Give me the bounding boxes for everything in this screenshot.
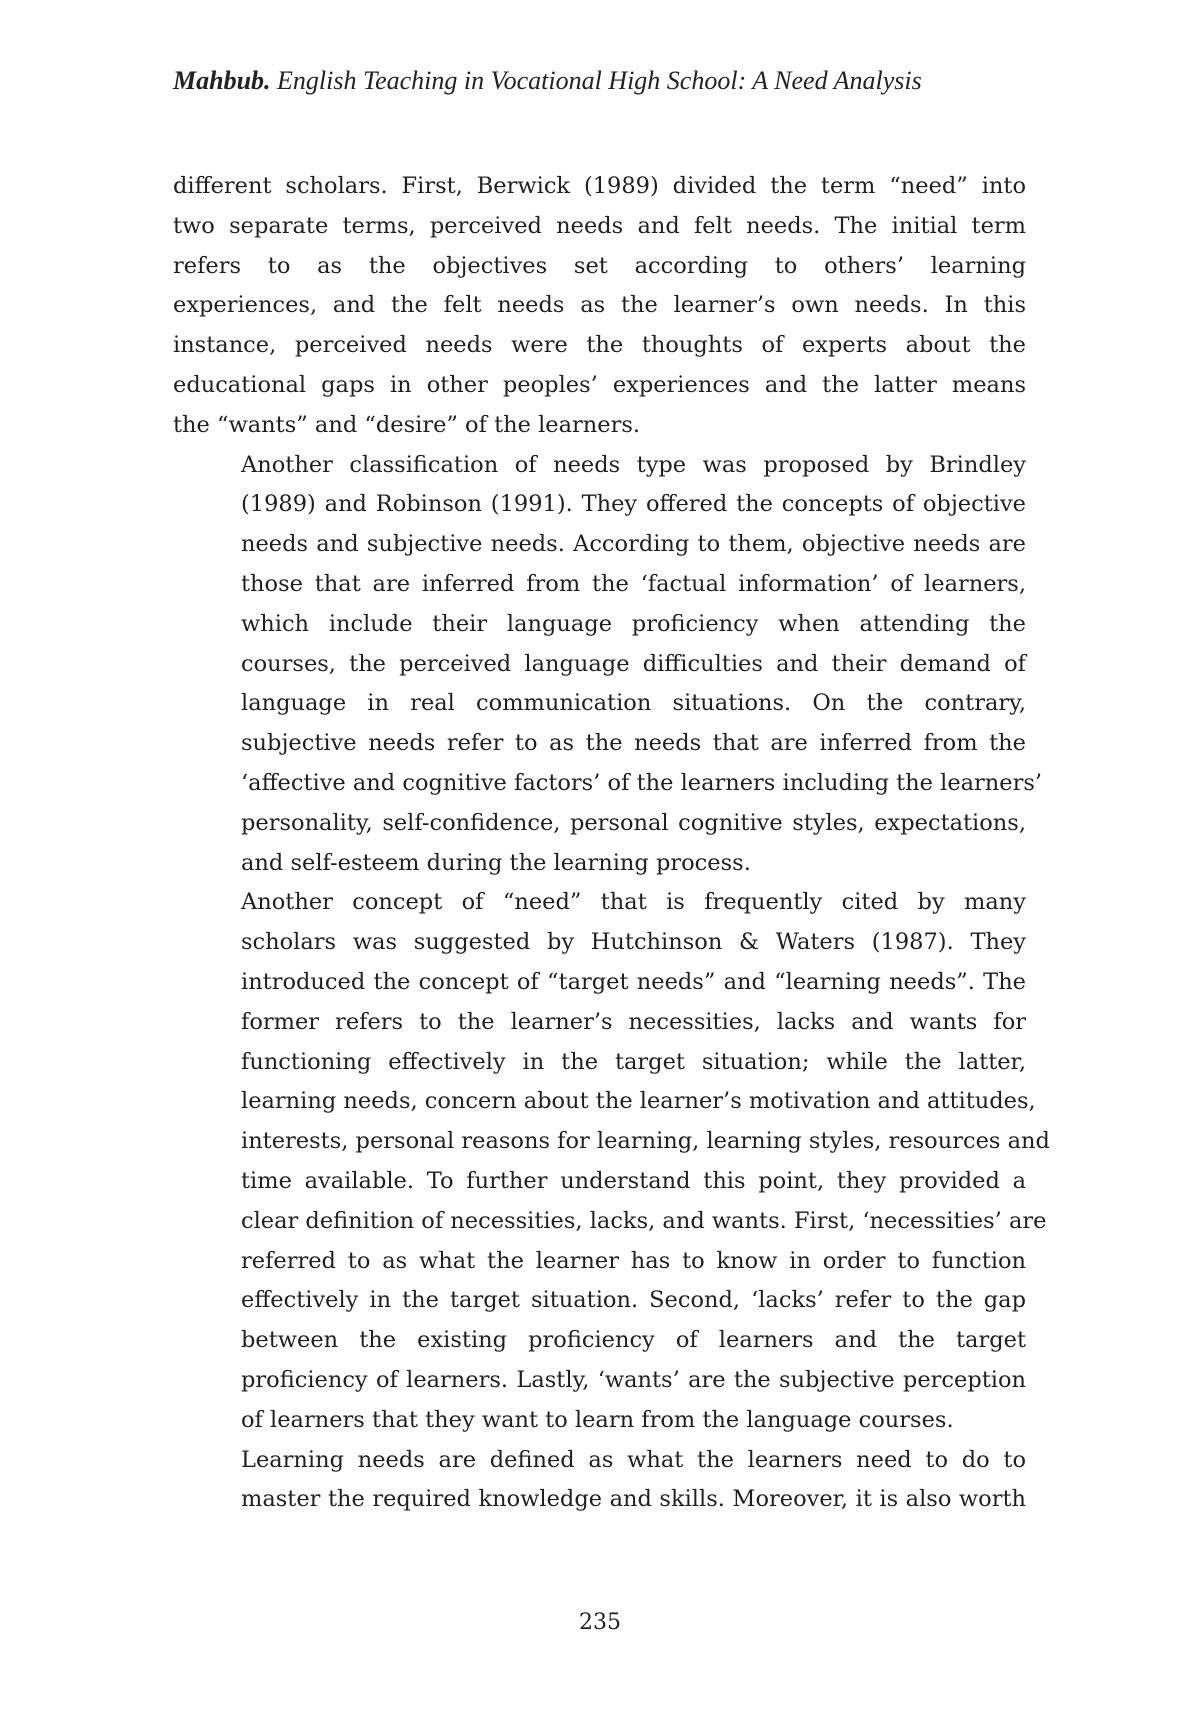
paragraph-4 xyxy=(173,1441,1026,1521)
text-line: which include their language proficiency when attending the xyxy=(241,610,1026,637)
text-line: clear definition of necessities, lacks, and wants. First, ‘necessities’ are xyxy=(241,1207,1047,1234)
text-line: Another concept of “need” that is frequently cited by many xyxy=(241,889,1026,916)
text-line: language in real communication situations. On the contrary, xyxy=(241,690,1026,717)
text-line: Learning needs are defined as what the learners need to do to xyxy=(241,1446,1026,1473)
text-line: proficiency of learners. Lastly, ‘wants’ are the subjective perception xyxy=(241,1366,1026,1393)
text-line: the “wants” and “desire” of the learners. xyxy=(173,411,641,438)
text-line: referred to as what the learner has to know in order to function xyxy=(241,1247,1026,1274)
text-line: refers to as the objectives set according to others’ learning xyxy=(173,252,1026,279)
header-title: English Teaching in Vocational High School: A Need Analysis xyxy=(277,66,922,95)
paragraph-1 xyxy=(173,167,1026,446)
paragraph-3 xyxy=(173,883,1050,1440)
page-number: 235 xyxy=(579,1610,621,1635)
text-line: instance, perceived needs were the thoughts of experts about the xyxy=(173,332,1026,359)
text-line: courses, the perceived language difficulties and their demand of xyxy=(241,650,1026,677)
text-line: master the required knowledge and skills. Moreover, it is also worth xyxy=(241,1486,1026,1513)
body-text xyxy=(173,167,1050,1520)
text-line: Another classification of needs type was proposed by Brindley xyxy=(241,451,1026,478)
text-line: personality, self-confidence, personal cognitive styles, expectations, xyxy=(241,809,1026,836)
text-line: ‘affective and cognitive factors’ of the learners including the learners’ xyxy=(241,769,1043,796)
text-line: time available. To further understand this point, they provided a xyxy=(241,1167,1026,1194)
text-line: former refers to the learner’s necessities, lacks and wants for xyxy=(241,1008,1026,1035)
text-line: functioning effectively in the target situation; while the latter, xyxy=(241,1048,1026,1075)
running-header xyxy=(173,64,1033,98)
text-line: scholars was suggested by Hutchinson & Waters (1987). They xyxy=(241,929,1026,956)
text-line: of learners that they want to learn from the language courses. xyxy=(241,1406,954,1433)
paragraph-2 xyxy=(173,446,1043,884)
text-line: educational gaps in other peoples’ experiences and the latter means xyxy=(173,371,1026,398)
text-line: learning needs, concern about the learner’s motivation and attitudes, xyxy=(241,1088,1036,1115)
text-line: experiences, and the felt needs as the learner’s own needs. In this xyxy=(173,292,1026,319)
text-line: effectively in the target situation. Second, ‘lacks’ refer to the gap xyxy=(241,1287,1026,1314)
text-line: interests, personal reasons for learning, learning styles, resources and xyxy=(241,1128,1050,1155)
text-line: (1989) and Robinson (1991). They offered the concepts of objective xyxy=(241,491,1026,518)
text-line: different scholars. First, Berwick (1989) divided the term “need” into xyxy=(173,173,1026,199)
text-line: needs and subjective needs. According to them, objective needs are xyxy=(241,531,1026,558)
text-line: and self-esteem during the learning process. xyxy=(241,849,751,876)
text-line: two separate terms, perceived needs and felt needs. The initial term xyxy=(173,212,1026,239)
header-author: Mahbub. xyxy=(173,66,271,95)
text-line: introduced the concept of “target needs” and “learning needs”. The xyxy=(241,968,1026,995)
text-line: between the existing proficiency of learners and the target xyxy=(241,1327,1026,1354)
text-line: those that are inferred from the ‘factual information’ of learners, xyxy=(241,570,1026,597)
text-line: subjective needs refer to as the needs that are inferred from the xyxy=(241,730,1026,757)
